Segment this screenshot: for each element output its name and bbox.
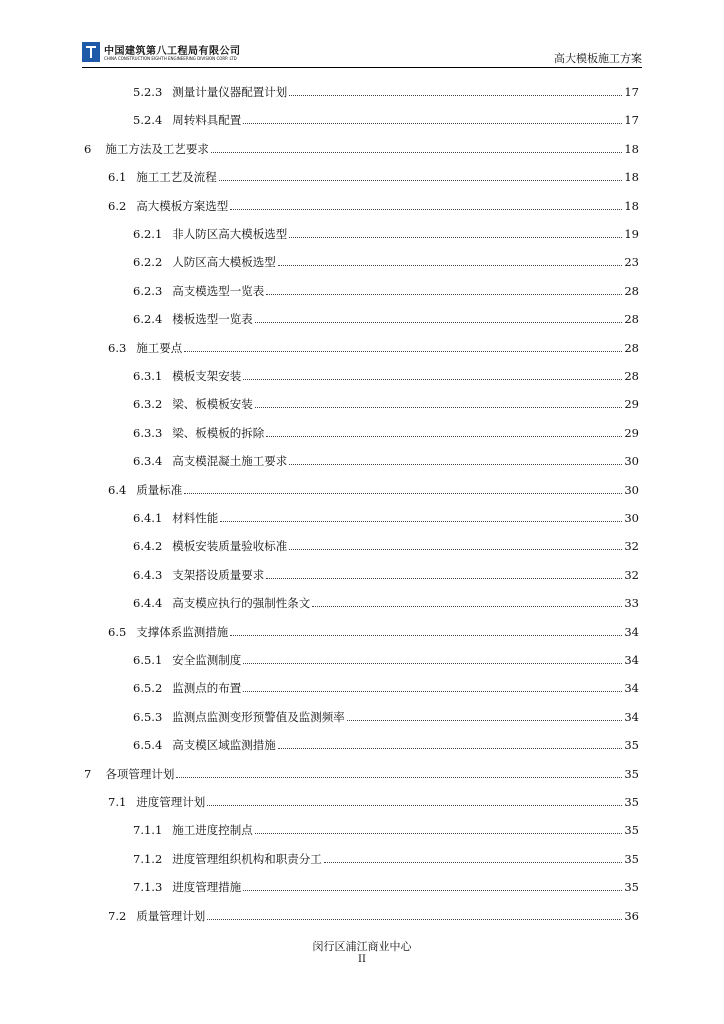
toc-entry-title: 质量管理计划 [136, 908, 206, 923]
toc-entry-title: 非人防区高大模板选型 [172, 227, 288, 241]
toc-entry[interactable] [108, 198, 639, 214]
toc-entry[interactable] [133, 396, 639, 412]
toc-entry-title: 周转料具配置 [172, 113, 242, 128]
footer-page-number: II [358, 954, 366, 965]
toc-entry[interactable] [133, 680, 639, 696]
toc-entry-number: 5.2.3 [133, 85, 163, 99]
toc-entry[interactable] [133, 112, 639, 128]
toc-entry-page: 35 [624, 851, 639, 866]
toc-entry[interactable] [108, 794, 639, 810]
toc-entry[interactable] [133, 254, 639, 270]
toc-entry-number: 7.1 [108, 795, 127, 809]
toc-leader-dots [255, 322, 623, 323]
toc-entry-title: 梁、板模板的拆除 [172, 425, 265, 440]
toc-leader-dots [278, 265, 623, 266]
toc-entry[interactable] [84, 766, 639, 782]
toc-entry-title: 监测点的布置 [172, 681, 242, 696]
toc-leader-dots [324, 862, 623, 863]
toc-entry-page: 30 [624, 454, 639, 469]
toc-entry[interactable] [133, 879, 639, 895]
toc-leader-dots [243, 379, 622, 380]
toc-entry-title: 施工进度控制点 [172, 823, 253, 838]
toc-entry-number: 6.4.3 [133, 567, 163, 582]
toc-entry-title: 施工要点 [136, 340, 183, 355]
toc-entry-page: 28 [624, 283, 639, 298]
toc-entry-number: 6 [84, 141, 92, 156]
toc-leader-dots [347, 720, 623, 721]
toc-entry[interactable] [133, 368, 639, 384]
toc-leader-dots [184, 493, 622, 494]
toc-entry-page: 30 [624, 482, 639, 497]
toc-entry-page: 32 [624, 567, 639, 582]
toc-entry[interactable] [84, 141, 639, 157]
toc-entry-number: 6.5.2 [133, 681, 163, 696]
toc-entry-page: 28 [624, 312, 639, 327]
toc-entry-title: 各项管理计划 [105, 766, 175, 781]
toc-leader-dots [289, 549, 622, 550]
toc-entry-number: 6.2.2 [133, 255, 163, 270]
toc-entry-number: 7 [84, 766, 92, 781]
toc-entry[interactable] [133, 652, 639, 668]
toc-leader-dots [230, 635, 622, 636]
toc-entry-page: 34 [624, 681, 639, 696]
toc-leader-dots [230, 209, 622, 210]
toc-entry[interactable] [133, 510, 639, 526]
toc-entry-page: 35 [624, 738, 639, 753]
toc-leader-dots [219, 180, 623, 181]
toc-entry[interactable] [133, 226, 639, 242]
toc-entry-page: 36 [624, 908, 639, 923]
toc-entry-number: 6.3 [108, 340, 127, 355]
toc-leader-dots [243, 123, 622, 124]
toc-entry-title: 施工工艺及流程 [136, 170, 217, 185]
toc-leader-dots [278, 748, 623, 749]
toc-entry-number: 6.2 [108, 198, 127, 213]
toc-leader-dots [220, 521, 622, 522]
toc-entry-number: 6.5.4 [133, 738, 163, 753]
toc-entry-number: 6.2.3 [133, 283, 163, 298]
toc-leader-dots [255, 833, 623, 834]
toc-entry-page: 35 [624, 823, 639, 838]
toc-entry-title: 测量计量仪器配置计划 [172, 85, 288, 99]
company-name: 中国建筑第八工程局有限公司 [104, 46, 241, 57]
toc-entry[interactable] [108, 624, 639, 640]
toc-leader-dots [243, 890, 622, 891]
toc-entry-title: 模板安装质量验收标准 [172, 539, 288, 554]
toc-entry-title: 进度管理措施 [172, 880, 242, 895]
toc-entry-page: 34 [624, 709, 639, 724]
toc-entry[interactable] [133, 737, 639, 753]
toc-entry-number: 7.2 [108, 908, 127, 923]
toc-leader-dots [312, 606, 622, 607]
toc-leader-dots [176, 777, 622, 778]
toc-entry-title: 模板支架安装 [172, 369, 242, 383]
toc-entry[interactable] [133, 84, 639, 100]
toc-entry-number: 6.2.4 [133, 312, 163, 327]
toc-entry[interactable] [108, 482, 639, 498]
toc-entry-number: 6.4.1 [133, 511, 163, 525]
toc-entry-number: 7.1.1 [133, 823, 163, 838]
toc-entry-title: 高支模混凝土施工要求 [172, 454, 288, 469]
toc-entry-page: 35 [624, 766, 639, 781]
toc-entry-page: 17 [624, 113, 639, 128]
toc-leader-dots [207, 919, 622, 920]
toc-entry-page: 28 [624, 369, 639, 383]
toc-entry-title: 支撑体系监测措施 [136, 624, 229, 639]
toc-entry-page: 29 [624, 425, 639, 440]
toc-entry-page: 17 [624, 85, 639, 99]
toc-entry-page: 18 [624, 198, 639, 213]
toc-entry-page: 30 [624, 511, 639, 525]
toc-entry-title: 高支模区域监测措施 [172, 738, 276, 753]
toc-leader-dots [289, 237, 622, 238]
toc-entry-number: 6.3.4 [133, 454, 163, 469]
toc-entry-page: 28 [624, 340, 639, 355]
toc-entry-title: 梁、板模板安装 [172, 397, 253, 412]
toc-entry-number: 7.1.3 [133, 880, 163, 895]
toc-leader-dots [184, 351, 622, 352]
toc-entry-title: 高大模板方案选型 [136, 198, 229, 213]
toc-leader-dots [211, 152, 623, 153]
toc-leader-dots [266, 294, 622, 295]
toc-leader-dots [255, 407, 623, 408]
toc-entry-number: 6.4.2 [133, 539, 163, 554]
toc-entry[interactable] [108, 340, 639, 356]
page-header [82, 40, 642, 68]
toc-entry[interactable] [133, 567, 639, 583]
company-name-english: CHINA CONSTRUCTION EIGHTH ENGINEERING DIVISION CORP. LTD [104, 56, 237, 61]
toc-entry[interactable] [133, 311, 639, 327]
toc-entry-page: 35 [624, 795, 639, 809]
document-title: 高大模板施工方案 [554, 52, 642, 65]
toc-entry-number: 6.5 [108, 624, 127, 639]
toc-entry[interactable] [133, 822, 639, 838]
toc-entry-number: 6.3.1 [133, 369, 163, 383]
toc-entry-number: 6.3.3 [133, 425, 163, 440]
toc-entry-number: 6.4 [108, 482, 127, 497]
toc-entry-page: 34 [624, 624, 639, 639]
toc-entry-title: 楼板选型一览表 [172, 312, 253, 327]
toc-entry[interactable] [133, 453, 639, 469]
toc-entry-page: 32 [624, 539, 639, 554]
toc-entry-page: 34 [624, 653, 639, 667]
toc-entry-number: 6.2.1 [133, 227, 163, 241]
company-logo-icon [82, 42, 100, 62]
toc-entry-title: 支架搭设质量要求 [172, 567, 265, 582]
toc-entry-title: 进度管理组织机构和职责分工 [172, 851, 322, 866]
toc-entry-number: 6.5.1 [133, 653, 163, 667]
toc-entry-page: 19 [624, 227, 639, 241]
toc-entry[interactable] [133, 709, 639, 725]
toc-leader-dots [289, 95, 622, 96]
toc-entry-number: 5.2.4 [133, 113, 163, 128]
toc-entry[interactable] [108, 169, 639, 185]
toc-entry-title: 材料性能 [172, 511, 219, 525]
toc-entry[interactable] [133, 538, 639, 554]
toc-entry-title: 进度管理计划 [136, 795, 206, 809]
toc-leader-dots [289, 464, 622, 465]
toc-leader-dots [207, 805, 622, 806]
toc-entry[interactable] [133, 283, 639, 299]
header-divider [82, 67, 642, 68]
toc-entry-title: 质量标准 [136, 482, 183, 497]
toc-leader-dots [266, 578, 622, 579]
toc-entry-title: 安全监测制度 [172, 653, 242, 667]
toc-entry-title: 施工方法及工艺要求 [105, 141, 209, 156]
footer-location: 闵行区浦江商业中心 [312, 940, 412, 953]
toc-entry-number: 6.1 [108, 170, 127, 185]
toc-entry-page: 18 [624, 170, 639, 185]
toc-entry-page: 29 [624, 397, 639, 412]
toc-leader-dots [243, 663, 622, 664]
toc-entry-title: 人防区高大模板选型 [172, 255, 276, 270]
toc-entry[interactable] [133, 595, 639, 611]
toc-leader-dots [266, 436, 622, 437]
toc-entry-title: 监测点监测变形预警值及监测频率 [172, 709, 345, 724]
toc-entry[interactable] [108, 908, 639, 924]
toc-entry-title: 高支模选型一览表 [172, 283, 265, 298]
toc-entry-page: 23 [624, 255, 639, 270]
toc-leader-dots [243, 691, 622, 692]
toc-entry-number: 6.5.3 [133, 709, 163, 724]
toc-entry-page: 18 [624, 141, 639, 156]
toc-entry[interactable] [133, 425, 639, 441]
toc-entry-page: 35 [624, 880, 639, 895]
toc-entry-number: 6.4.4 [133, 596, 163, 611]
toc-entry[interactable] [133, 851, 639, 867]
toc-entry-title: 高支模应执行的强制性条文 [172, 596, 311, 611]
toc-entry-page: 33 [624, 596, 639, 611]
toc-entry-number: 6.3.2 [133, 397, 163, 412]
toc-entry-number: 7.1.2 [133, 851, 163, 866]
